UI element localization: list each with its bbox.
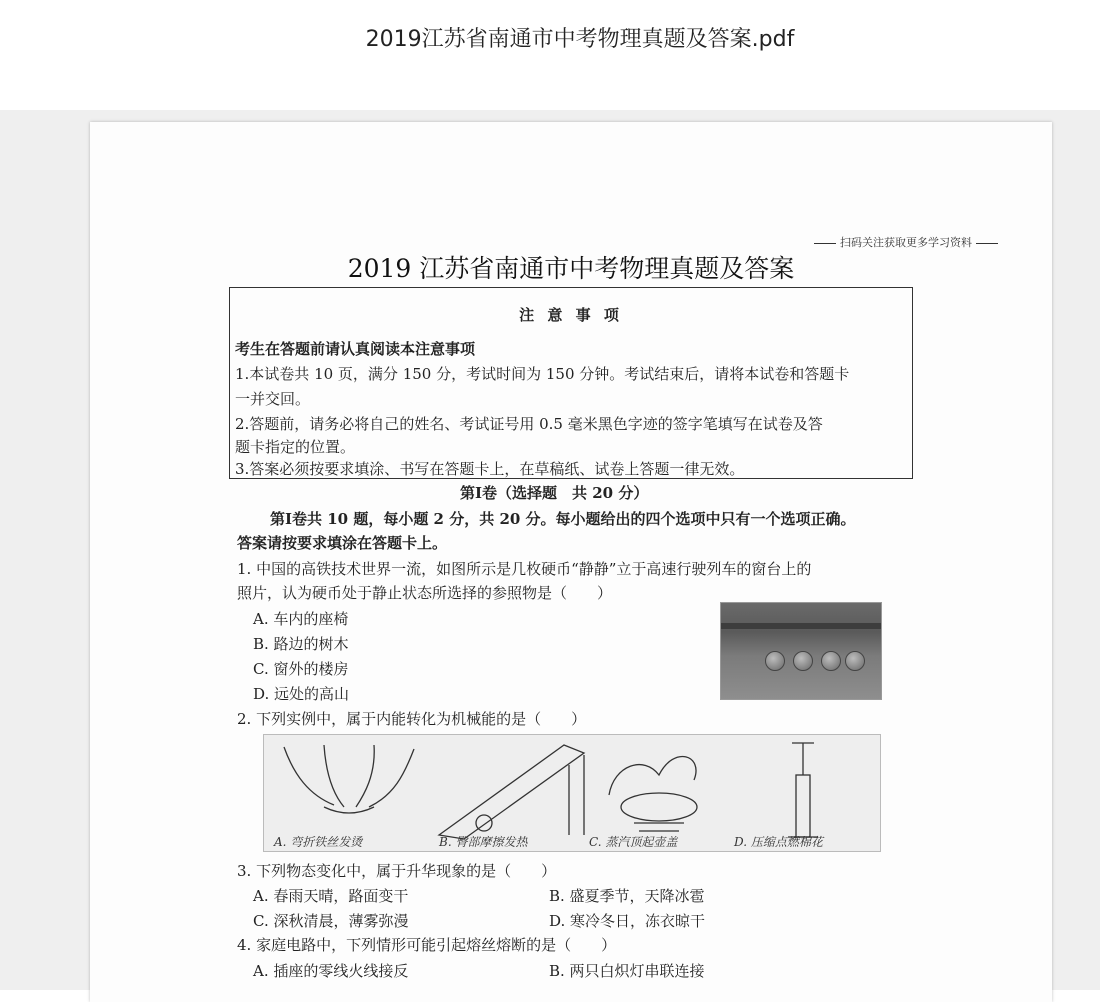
slide-sketch	[439, 745, 584, 839]
q3-option: A. 春雨天晴，路面变干	[253, 887, 409, 905]
coin	[793, 651, 813, 671]
q3-option: C. 深秋清晨，薄雾弥漫	[253, 912, 409, 930]
exam-heading: 2019 江苏省南通市中考物理真题及答案	[347, 254, 795, 283]
pdf-viewer[interactable]	[0, 110, 1100, 990]
notice-line: 2.答题前，请务必将自己的姓名、考试证号用 0.5 毫米黑色字迹的签字笔填写在试卷及答	[235, 415, 823, 433]
q1-option: A. 车内的座椅	[253, 610, 349, 628]
child-sketch	[476, 815, 492, 831]
notice-line: 题卡指定的位置。	[235, 438, 356, 456]
q4-option: B. 两只白炽灯串联连接	[549, 962, 705, 980]
section-desc: 答案请按要求填涂在答题卡上。	[237, 534, 448, 552]
coin	[765, 651, 785, 671]
q4-option: A. 插座的零线火线接反	[253, 962, 409, 980]
q4-stem: 4. 家庭电路中，下列情形可能引起熔丝熔断的是（ ）	[237, 936, 617, 954]
scan-note-text: 扫码关注获取更多学习资料	[840, 236, 972, 249]
window-rail	[721, 623, 881, 629]
hands-sketch	[324, 807, 374, 813]
document-title: 2019江苏省南通市中考物理真题及答案.pdf	[365, 27, 795, 52]
notice-line: 1.本试卷共 10 页，满分 150 分，考试时间为 150 分钟。考试结束后，请将本试卷和答题卡	[235, 365, 850, 383]
q1-option: D. 远处的高山	[253, 685, 350, 703]
scan-note	[810, 234, 1002, 250]
q1-option: B. 路边的树木	[253, 635, 349, 653]
title-bar	[0, 0, 1100, 110]
steam-sketch	[609, 756, 696, 795]
q1-stem: 1. 中国的高铁技术世界一流，如图所示是几枚硬币“静静”立于高速行驶列车的窗台上的	[237, 560, 812, 578]
stove-sketch	[634, 823, 684, 831]
section-title: 第Ⅰ卷（选择题 共 20 分）	[460, 484, 649, 502]
notice-line: 一并交回。	[235, 390, 311, 408]
notice-title: 注 意 事 项	[519, 306, 623, 324]
q2-caption: A. 弯折铁丝发烫	[274, 835, 363, 849]
q1-stem: 照片，认为硬币处于静止状态所选择的参照物是（ ）	[237, 584, 613, 602]
coin	[845, 651, 865, 671]
coin	[821, 651, 841, 671]
kettle-sketch	[621, 793, 697, 821]
ladder-sketch	[569, 755, 584, 835]
q2-stem: 2. 下列实例中，属于内能转化为机械能的是（ ）	[237, 710, 587, 728]
notice-line: 3.答案必须按要求填涂、书写在答题卡上，在草稿纸、试卷上答题一律无效。	[235, 460, 745, 478]
q3-option: D. 寒冷冬日，冻衣晾干	[549, 912, 706, 930]
q2-caption: C. 蒸汽顶起壶盖	[589, 835, 678, 849]
piston-sketch	[788, 743, 818, 837]
cylinder-sketch	[796, 775, 810, 837]
q2-caption: B. 臀部摩擦发热	[439, 835, 528, 849]
q2-diagram	[263, 734, 881, 852]
q2-caption: D. 压缩点燃棉花	[734, 835, 823, 849]
q1-option: C. 窗外的楼房	[253, 660, 349, 678]
q3-stem: 3. 下列物态变化中，属于升华现象的是（ ）	[237, 862, 557, 880]
coins-on-train-photo	[720, 602, 882, 700]
wire-sketch	[284, 745, 344, 807]
q3-option: B. 盛夏季节，天降冰雹	[549, 887, 705, 905]
section-desc: 第Ⅰ卷共 10 题，每小题 2 分，共 20 分。每小题给出的四个选项中只有一个选项正确。	[270, 510, 856, 528]
pdf-page	[90, 122, 1052, 1002]
wire-sketch	[356, 745, 414, 807]
notice-lead: 考生在答题前请认真阅读本注意事项	[235, 340, 476, 358]
